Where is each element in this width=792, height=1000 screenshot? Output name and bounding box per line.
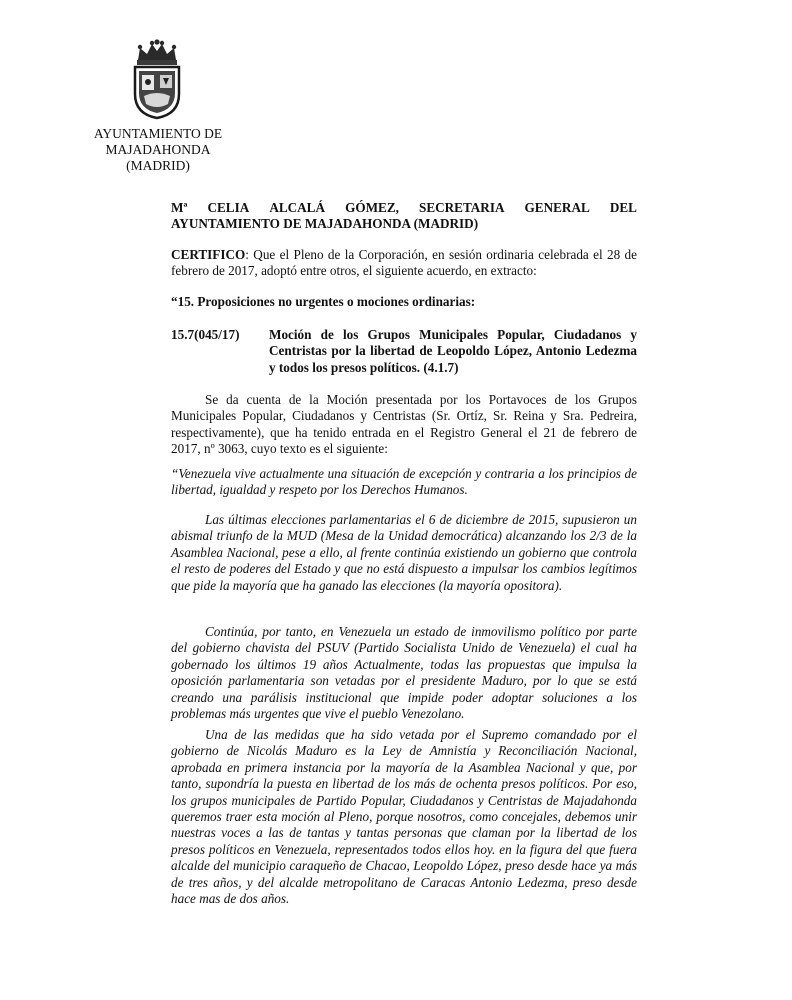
title-line-2: AYUNTAMIENTO DE MAJADAHONDA (MADRID) xyxy=(171,216,479,232)
certifico-paragraph xyxy=(171,247,637,280)
certifico-text: : Que el Pleno de la Corporación, en sesión ordinaria celebrada el 28 de febrero de 2017, adoptó entre otros, el siguiente acuerdo, en extracto: xyxy=(171,247,637,279)
municipal-coat-of-arms-icon xyxy=(130,38,184,120)
title-word: GÓMEZ, xyxy=(345,200,399,215)
org-line-2: MAJADAHONDA xyxy=(105,142,211,157)
motion-number: 15.7(045/17) xyxy=(171,327,240,342)
certifico-label: CERTIFICO xyxy=(171,247,246,262)
body-paragraph-1: “Venezuela vive actualmente una situación de excepción y contraria a los principios de libertad, igualdad y respeto por los Derechos Humanos. xyxy=(171,466,637,498)
title-word: ALCALÁ xyxy=(269,200,325,215)
motion-heading xyxy=(171,327,637,376)
body-paragraph-4: Una de las medidas que ha sido vetada por el Supremo comandado por el gobierno de Nicolás Maduro es la Ley de Amnistía y Reconciliación Nacional, aprobada en primera instancia por la mayoría de la Asamblea Nacional y que, por tanto, supondría la puesta en libertad de los más de ochenta presos políticos. Por eso, los grupos municipales de Partido Popular, Ciudadanos y Centristas de Majadahonda queremos traer esta moción al Pleno, porque nosotros, como concejales, debemos unir nuestras voces a las de tantas y tantas personas que claman por la libertad de los presos políticos en Venezuela, representados todos ellos hoy. en la figura del que fuera alcalde del municipio caraqueño de Chacao, Leopoldo López, preso desde hace ya más de tres años, y del alcalde metropolitano de Caracas Antonio Ledezma, preso desde hace mas de dos años. xyxy=(171,727,637,907)
body-paragraph-2: Las últimas elecciones parlamentarias el 6 de diciembre de 2015, supusieron un abismal triunfo de la MUD (Mesa de la Unidad democrática) alcanzando los 2/3 de la Asamblea Nacional, pese a ello, al frente continúa existiendo un gobierno que controla el resto de poderes del Estado y que no está dispuesto a impulsar los cambios legítimos que pide la mayoría que ha ganado las elecciones (la mayoría opositora). xyxy=(171,512,637,593)
document-title xyxy=(171,200,637,233)
intro-paragraph: Se da cuenta de la Moción presentada por los Portavoces de los Grupos Municipales Popular, Ciudadanos y Centristas (Sr. Ortíz, Sr. Reina y Sra. Pedreira, respectivamente), que ha tenido entrada en el Registro General el 21 de febrero de 2017, nº 3063, cuyo texto es el siguiente: xyxy=(171,392,637,457)
title-line-1 xyxy=(171,200,637,216)
org-line-3: (MADRID) xyxy=(126,158,190,173)
motion-title: Moción de los Grupos Municipales Popular, Ciudadanos y Centristas por la libertad de Leopoldo López, Antonio Ledezma y todos los presos políticos. (4.1.7) xyxy=(269,327,637,375)
title-word: Mª xyxy=(171,200,188,215)
title-word: SECRETARIA xyxy=(418,200,505,215)
body-paragraph-3: Continúa, por tanto, en Venezuela un estado de inmovilismo político por parte del gobierno chavista del PSUV (Partido Socialista Unido de Venezuela) el cual ha gobernado los últimos 19 años Actualmente, todas las propuestas que impulsa la oposición parlamentaria son vetadas por el presidente Maduro, por lo que se está creando una parálisis institucional que impide poder adoptar soluciones a los problemas más urgentes que vive el pueblo Venezolano. xyxy=(171,624,637,722)
municipality-header xyxy=(78,126,238,174)
title-word: DEL xyxy=(609,200,637,215)
title-word: CELIA xyxy=(207,200,250,215)
title-word: GENERAL xyxy=(524,200,590,215)
section-heading: “15. Proposiciones no urgentes o mociones ordinarias: xyxy=(171,294,476,309)
org-line-1: AYUNTAMIENTO DE xyxy=(93,126,223,141)
